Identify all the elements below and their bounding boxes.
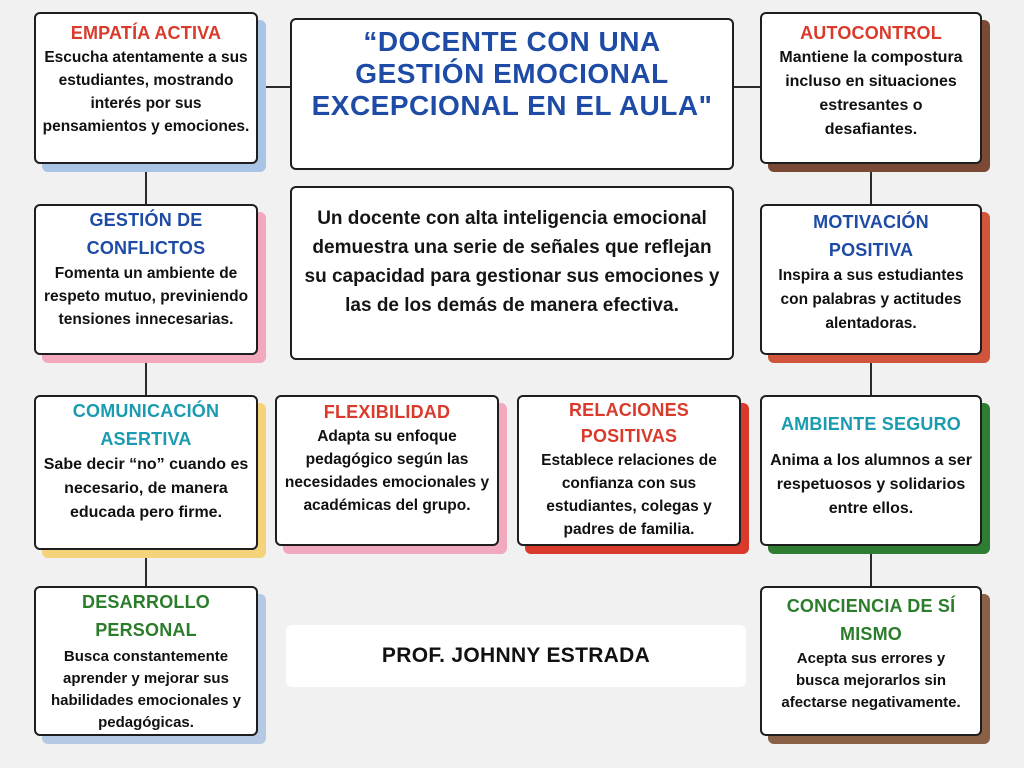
card-text: Busca constantemente aprender y mejorar sus habilidades emocionales y pedagógicas. — [50, 648, 242, 731]
connector-title-right — [734, 86, 760, 88]
card-text: Acepta sus errores y busca mejorarlos sin afectarse negativamente. — [781, 650, 961, 711]
card-flexibilidad — [275, 395, 499, 546]
card-text: Adapta su enfoque pedagógico según las necesidades emocionales y académicas del grupo. — [284, 428, 490, 514]
card-empatia-activa — [34, 12, 258, 164]
card-gestion-conflictos — [34, 204, 258, 355]
connector-left-2 — [145, 355, 147, 395]
card-title: EMPATÍA ACTIVA — [70, 23, 222, 43]
card-conciencia-de-si-mismo — [760, 586, 982, 736]
card-title: RELACIONES POSITIVAS — [568, 400, 689, 446]
card-motivacion-positiva — [760, 204, 982, 355]
card-relaciones-positivas — [517, 395, 741, 546]
card-comunicacion-asertiva — [34, 395, 258, 550]
card-title: AUTOCONTROL — [800, 23, 942, 43]
connector-right-2 — [870, 355, 872, 395]
card-desarrollo-personal — [34, 586, 258, 736]
card-text: Anima a los alumnos a ser respetuosos y solidarios entre ellos. — [770, 452, 972, 517]
card-title: GESTIÓN DE CONFLICTOS — [86, 210, 206, 258]
card-text: Fomenta un ambiente de respeto mutuo, previniendo tensiones innecesarias. — [43, 265, 249, 328]
main-description: Un docente con alta inteligencia emocional demuestra una serie de señales que reflejan su capacidad para gestionar sus emociones y las de los demás de manera efectiva. — [290, 186, 734, 360]
connector-left-3 — [145, 550, 147, 586]
card-text: Escucha atentamente a sus estudiantes, mostrando interés por sus pensamientos y emociones. — [42, 49, 250, 135]
card-title: AMBIENTE SEGURO — [780, 414, 961, 434]
card-text: Sabe decir “no” cuando es necesario, de manera educada pero firme. — [43, 456, 249, 521]
connector-left-1 — [145, 164, 147, 204]
card-text: Mantiene la compostura incluso en situaciones estresantes o desafiantes. — [779, 49, 963, 138]
connector-right-1 — [870, 164, 872, 204]
card-title: FLEXIBILIDAD — [323, 402, 451, 422]
main-title: “DOCENTE CON UNA GESTIÓN EMOCIONAL EXCEPCIONAL EN EL AULA" — [290, 18, 734, 170]
author-label: PROF. JOHNNY ESTRADA — [286, 625, 746, 687]
card-autocontrol — [760, 12, 982, 164]
card-text: Inspira a sus estudiantes con palabras y actitudes alentadoras. — [778, 267, 964, 332]
card-title: MOTIVACIÓN POSITIVA — [813, 212, 929, 260]
connector-title-left — [258, 86, 290, 88]
card-title: CONCIENCIA DE SÍ MISMO — [786, 596, 956, 644]
connector-right-3 — [870, 546, 872, 586]
card-ambiente-seguro — [760, 395, 982, 546]
card-title: DESARROLLO PERSONAL — [82, 592, 210, 640]
card-title: COMUNICACIÓN ASERTIVA — [72, 401, 220, 449]
card-text: Establece relaciones de confianza con sus estudiantes, colegas y padres de familia. — [541, 452, 717, 538]
